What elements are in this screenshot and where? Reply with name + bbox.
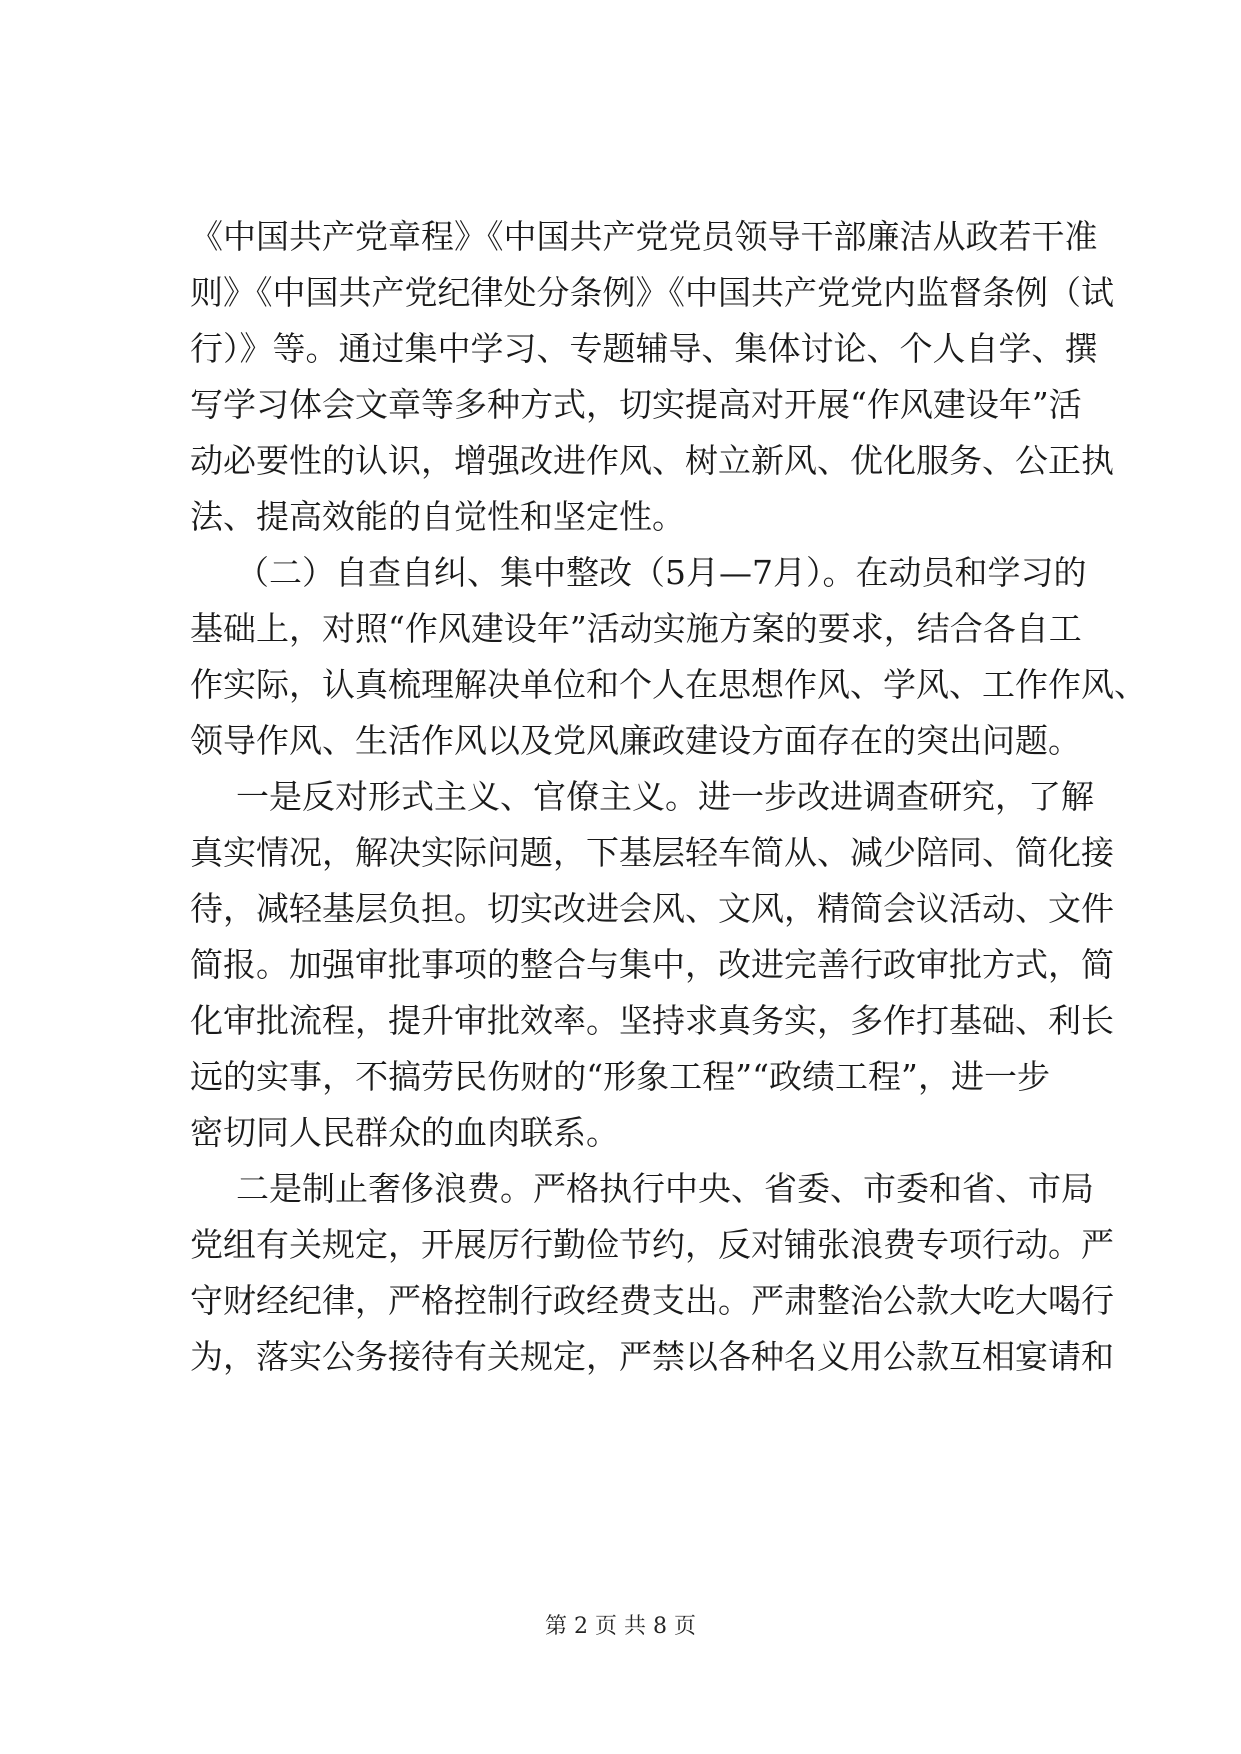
paragraph-line: 行）》等。通过集中学习、专题辅导、集体讨论、个人自学、撰: [190, 329, 1098, 368]
paragraph-line: 领导作风、生活作风以及党风廉政建设方面存在的突出问题。: [190, 721, 1081, 760]
paragraph-first-line: 一是反对形式主义、官僚主义。进一步改进调查研究，了解: [236, 777, 1094, 816]
paragraph-line: 守财经纪律，严格控制行政经费支出。严肃整治公款大吃大喝行: [190, 1281, 1114, 1320]
paragraph-line: 简报。加强审批事项的整合与集中，改进完善行政审批方式，简: [190, 945, 1114, 984]
paragraph-line: 密切同人民群众的血肉联系。: [190, 1113, 619, 1152]
paragraph-line: 真实情况，解决实际问题，下基层轻车简从、减少陪同、简化接: [190, 833, 1114, 872]
page-number-footer: 第 2 页 共 8 页: [545, 1614, 696, 1639]
paragraph-first-line: 二是制止奢侈浪费。严格执行中央、省委、市委和省、市局: [236, 1169, 1094, 1208]
paragraph-line: 基础上，对照“作风建设年”活动实施方案的要求，结合各自工: [190, 609, 1082, 648]
section-heading-line: （二）自查自纠、集中整改（5月—7月）。在动员和学习的: [236, 553, 1087, 592]
paragraph-line: 化审批流程，提升审批效率。坚持求真务实，多作打基础、利长: [190, 1001, 1114, 1040]
paragraph-line: 作实际，认真梳理解决单位和个人在思想作风、学风、工作作风、: [190, 665, 1147, 704]
paragraph-line: 远的实事，不搞劳民伤财的“形象工程”“政绩工程”，进一步: [190, 1057, 1050, 1096]
paragraph-line: 党组有关规定，开展厉行勤俭节约，反对铺张浪费专项行动。严: [190, 1225, 1114, 1264]
paragraph-line: 写学习体会文章等多种方式，切实提高对开展“作风建设年”活: [190, 385, 1082, 424]
paragraph-line: 《中国共产党章程》《中国共产党党员领导干部廉洁从政若干准: [190, 217, 1098, 256]
paragraph-line: 法、提高效能的自觉性和坚定性。: [190, 497, 685, 536]
paragraph-line: 动必要性的认识，增强改进作风、树立新风、优化服务、公正执: [190, 441, 1114, 480]
paragraph-line: 则》《中国共产党纪律处分条例》《中国共产党党内监督条例（试: [190, 273, 1114, 312]
paragraph-line: 待，减轻基层负担。切实改进会风、文风，精简会议活动、文件: [190, 889, 1114, 928]
paragraph-line: 为，落实公务接待有关规定，严禁以各种名义用公款互相宴请和: [190, 1337, 1114, 1376]
